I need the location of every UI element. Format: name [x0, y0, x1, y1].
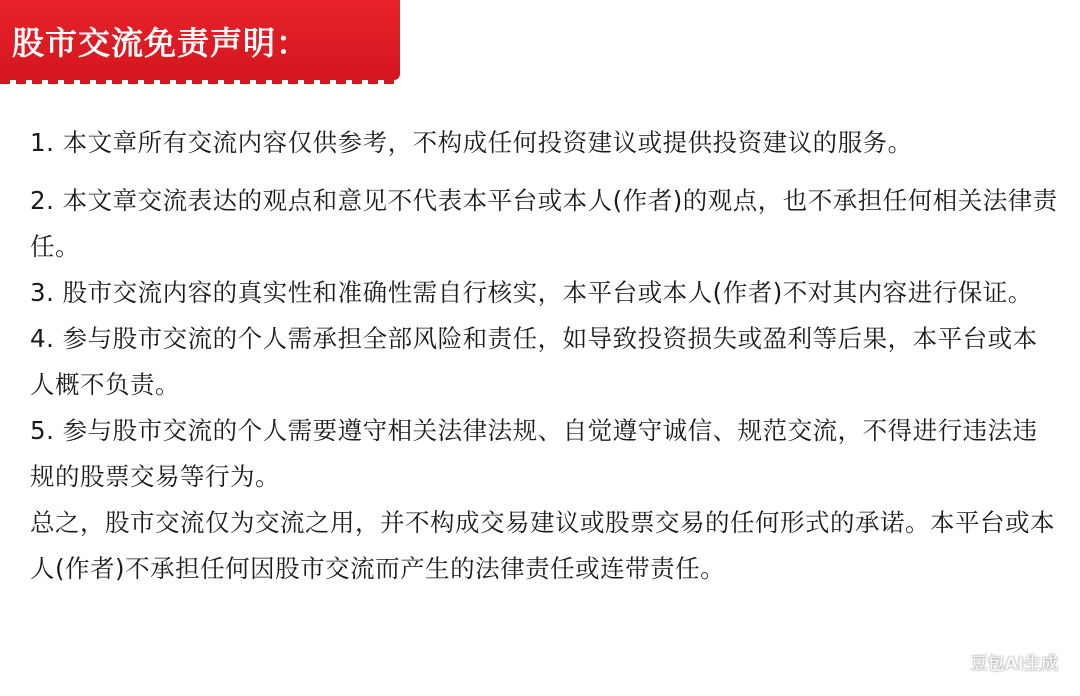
- disclaimer-summary: 总之，股市交流仅为交流之用，并不构成交易建议或股票交易的任何形式的承诺。本平台或本人(作者)不承担任何因股市交流而产生的法律责任或连带责任。: [30, 508, 1055, 583]
- disclaimer-item-1: 1. 本文章所有交流内容仅供参考，不构成任何投资建议或提供投资建议的服务。: [30, 128, 913, 157]
- disclaimer-body: [30, 120, 1060, 592]
- disclaimer-item-4: 4. 参与股市交流的个人需承担全部风险和责任，如导致投资损失或盈利等后果，本平台或本人概不负责。: [30, 324, 1038, 399]
- page-title: 股市交流免责声明：: [12, 24, 310, 62]
- header-banner: [0, 0, 400, 80]
- disclaimer-item-3: 3. 股市交流内容的真实性和准确性需自行核实，本平台或本人(作者)不对其内容进行保证。: [30, 278, 1033, 307]
- watermark: 豆包AI生成: [970, 654, 1058, 674]
- disclaimer-item-2: 2. 本文章交流表达的观点和意见不代表本平台或本人(作者)的观点，也不承担任何相关法律责任。: [30, 186, 1058, 261]
- disclaimer-item-5: 5. 参与股市交流的个人需要遵守相关法律法规、自觉遵守诚信、规范交流，不得进行违法违规的股票交易等行为。: [30, 416, 1038, 491]
